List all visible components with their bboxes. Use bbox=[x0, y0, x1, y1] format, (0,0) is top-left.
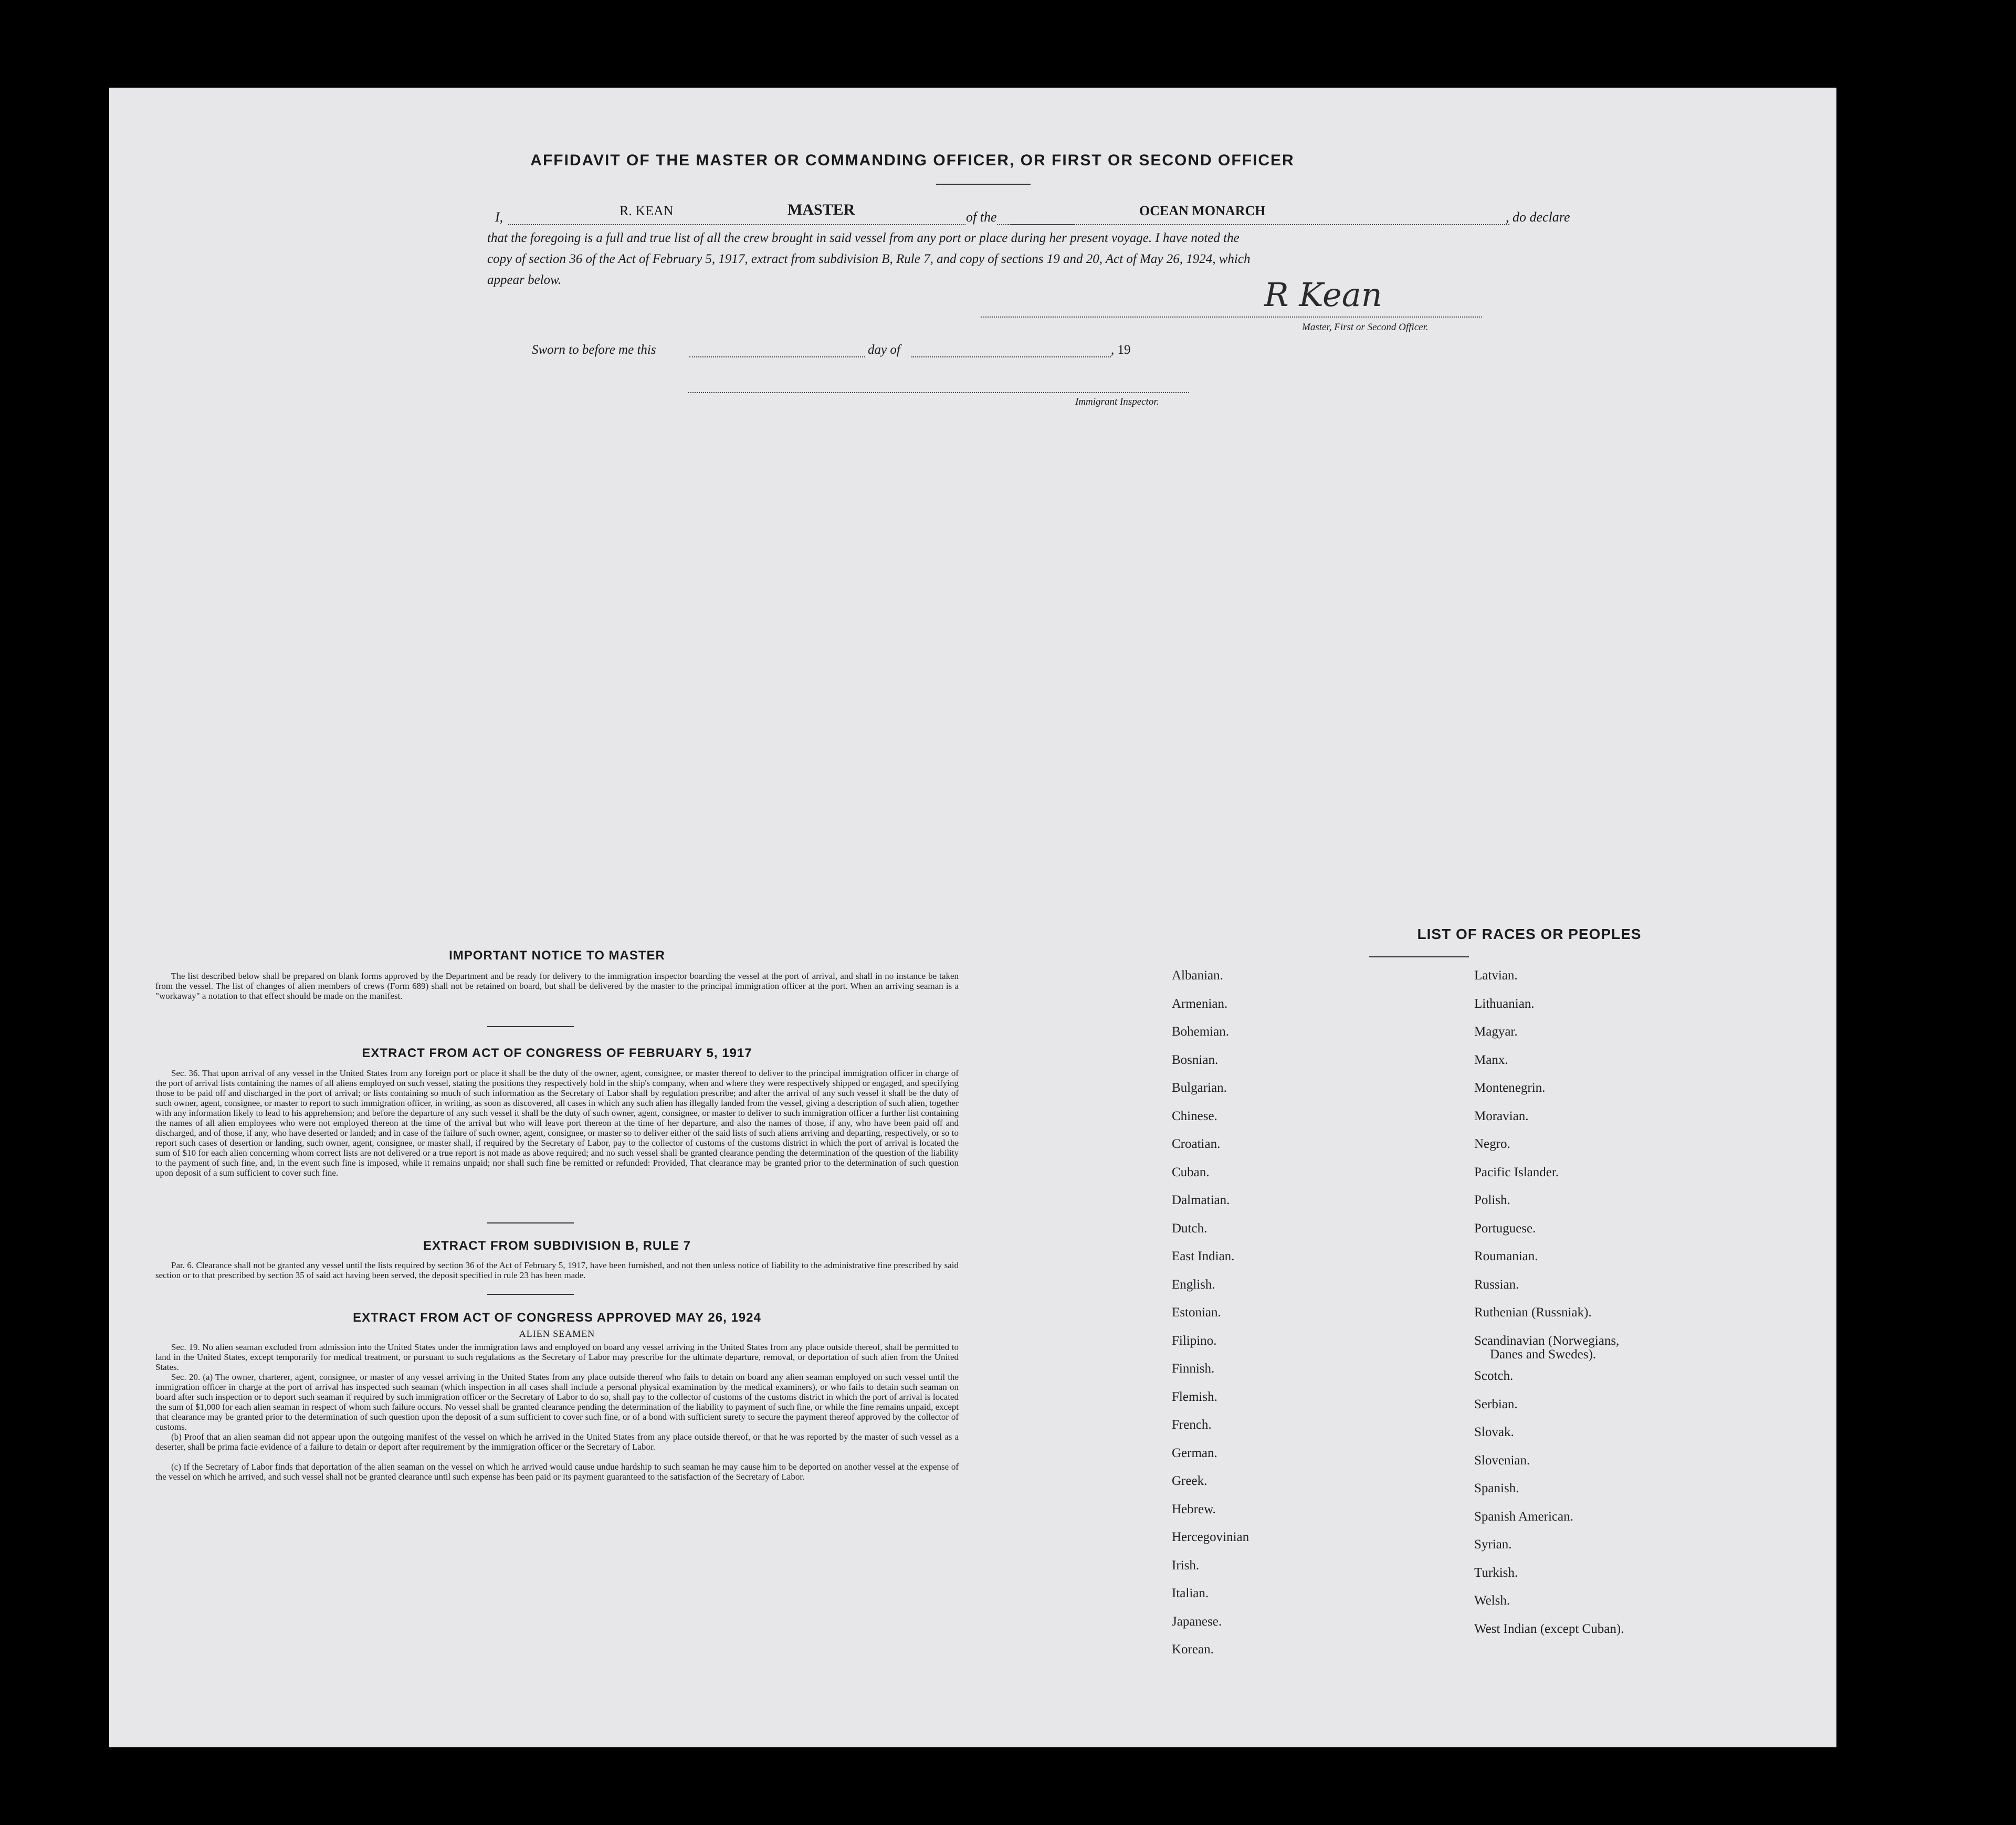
signature-caption: Master, First or Second Officer. bbox=[1302, 322, 1429, 333]
race-item: Dutch. bbox=[1172, 1221, 1208, 1236]
extract-1917-title: EXTRACT FROM ACT OF CONGRESS OF FEBRUARY 5, 1917 bbox=[362, 1046, 752, 1060]
race-item: Portuguese. bbox=[1474, 1221, 1536, 1236]
extract-1924-subtitle: ALIEN SEAMEN bbox=[519, 1328, 595, 1339]
race-item: Spanish American. bbox=[1474, 1509, 1573, 1524]
race-item: Russian. bbox=[1474, 1277, 1519, 1292]
race-item: Lithuanian. bbox=[1474, 996, 1535, 1011]
master-signature: R Kean bbox=[1264, 276, 1382, 314]
notice-text: The list described below shall be prepared on blank forms approved by the Department and be ready for delivery to the immigration inspector boarding the vessel at the port of arrival, and shall in no instance be taken from the vessel. The list of changes of alien members of crews (Form 689) shall not be retained on board, but shall be delivered by the master to the principal immigration officer at the port. When an arriving seaman is a "workaway" a notation to that effect should be made on the manifest. bbox=[155, 971, 959, 1001]
race-item: Slovenian. bbox=[1474, 1453, 1530, 1468]
race-item: Hercegovinian bbox=[1172, 1530, 1250, 1544]
race-item: Irish. bbox=[1172, 1558, 1200, 1573]
sec20c-text: (c) If the Secretary of Labor finds that deportation of the alien seaman on the vessel on which he arrived would cause undue hardship to such seaman he may cause him to be deported on another vessel at the expense of the vessel on which he arrived, and such vessel shall not be granted clearance until such expense has been paid or its payment guaranteed to the satisfaction of the Secretary of Labor. bbox=[155, 1462, 959, 1482]
race-item: Estonian. bbox=[1172, 1305, 1221, 1320]
race-item: Japanese. bbox=[1172, 1614, 1222, 1629]
sworn-label: Sworn to before me this bbox=[532, 343, 656, 357]
race-item: Flemish. bbox=[1172, 1389, 1217, 1404]
race-item: Pacific Islander. bbox=[1474, 1165, 1559, 1179]
day-of-label: day of bbox=[868, 343, 900, 357]
race-item: Chinese. bbox=[1172, 1109, 1217, 1123]
race-item: Croatian. bbox=[1172, 1137, 1221, 1151]
affidavit-line-4: appear below. bbox=[487, 273, 562, 287]
race-item: Manx. bbox=[1474, 1052, 1508, 1067]
race-item: Filipino. bbox=[1172, 1333, 1217, 1348]
binding-hole bbox=[1843, 233, 1868, 258]
inspector-line bbox=[688, 392, 1189, 393]
race-item: Polish. bbox=[1474, 1193, 1510, 1207]
race-item: English. bbox=[1172, 1277, 1215, 1292]
race-item: French. bbox=[1172, 1418, 1212, 1432]
race-item: Negro. bbox=[1474, 1137, 1510, 1151]
race-item: East Indian. bbox=[1172, 1249, 1235, 1263]
sec19-text: Sec. 19. No alien seaman excluded from admission into the United States under the immigration laws and employed on board any vessel arriving in the United States from any place outside thereof, shall be permitted to land in the United States, except temporarily for medical treatment, or pursuant to such regulations as the Secretary of Labor may prescribe for the ultimate departure, removal, or deportation of such alien from the United States. bbox=[155, 1342, 959, 1372]
race-item: West Indian (except Cuban). bbox=[1474, 1621, 1624, 1636]
races-rule bbox=[1369, 956, 1469, 957]
race-item: Greek. bbox=[1172, 1474, 1208, 1488]
race-item: Syrian. bbox=[1474, 1537, 1512, 1552]
document-page bbox=[109, 88, 1836, 1747]
race-item: Armenian. bbox=[1172, 996, 1228, 1011]
inspector-caption: Immigrant Inspector. bbox=[1075, 396, 1159, 407]
year-prefix: , 19 bbox=[1111, 343, 1131, 357]
race-item: Moravian. bbox=[1474, 1109, 1529, 1123]
extract-1917-text: Sec. 36. That upon arrival of any vessel in the United States from any foreign port or place it shall be the duty of the owner, agent, consignee, or master thereof to deliver to the principal immigration officer in charge of the port of arrival lists containing the names of all aliens employed on such vessel, stating the positions they respectively hold in the ship's company, when and where they were respectively shipped or engaged, and specifying those to be paid off and discharged in the port of arrival; or lists containing so much of such information as the Secretary of Labor shall by regulation prescribe; and after the arrival of any such vessel it shall be the duty of such owner, agent, consignee, or master to report to such immigration officer, in writing, as soon as discovered, all cases in which any such alien has illegally landed from the vessel, giving a description of such alien, together with any information likely to lead to his apprehension; and before the departure of any such vessel it shall be the duty of such owner, agent, consignee, or master to deliver to such immigration officer a further list containing the names of all alien employees who were not employed thereon at the time of the arrival but who will leave port thereon at the time of her departure, and also the names of those, if any, who have been paid off and discharged, and of those, if any, who have deserted or landed; and in case of the failure of such owner, agent, consignee, or master so to deliver either of the said lists of such aliens arriving and departing, respectively, or so to report such cases of desertion or landing, such owner, agent, consignee, or master shall, if required by the Secretary of Labor, pay to the collector of customs of the customs district in which the port of arrival is located the sum of $10 for each alien concerning whom correct lists are not delivered or a true report is not made as above required; and no such vessel shall be granted clearance pending the determination of the question of the liability to the payment of such fine, and, in the event such fine is imposed, while it remains unpaid; nor shall such fine be remitted or refunded: Provided, That clearance may be granted prior to the determination of such question upon deposit of a sum sufficient to cover such fine. bbox=[155, 1068, 959, 1178]
extract-rule7-text: Par. 6. Clearance shall not be granted any vessel until the lists required by section 36 of the Act of February 5, 1917, have been furnished, and not then unless notice of liability to the administrative fine prescribed by said section or to that prescribed by section 35 of said act having been served, the deposit specified in rule 23 has been made. bbox=[155, 1260, 959, 1280]
race-item: Montenegrin. bbox=[1474, 1081, 1546, 1095]
binding-hole bbox=[1855, 1437, 1880, 1462]
race-item: Albanian. bbox=[1172, 968, 1223, 983]
of-the-label: of the bbox=[966, 209, 997, 225]
binding-hole bbox=[1843, 312, 1868, 337]
sworn-month-line bbox=[911, 356, 1111, 357]
master-rank: MASTER bbox=[788, 201, 855, 218]
binding-hole bbox=[1844, 155, 1862, 173]
race-item: Magyar. bbox=[1474, 1025, 1518, 1039]
extract-1924-title: EXTRACT FROM ACT OF CONGRESS APPROVED MAY 26, 1924 bbox=[353, 1311, 761, 1325]
extract-1917-rule bbox=[487, 1222, 574, 1223]
race-item: Serbian. bbox=[1474, 1397, 1518, 1411]
race-item: Bulgarian. bbox=[1172, 1081, 1227, 1095]
master-name: R. KEAN bbox=[620, 203, 674, 218]
extract-rule7-rule bbox=[487, 1294, 574, 1295]
binding-hole bbox=[1855, 1190, 1880, 1215]
race-item: Korean. bbox=[1172, 1642, 1214, 1657]
race-item: Scandinavian (Norwegians, bbox=[1474, 1333, 1620, 1348]
title-rule bbox=[936, 184, 1031, 185]
race-item: Roumanian. bbox=[1474, 1249, 1538, 1263]
sec20a-text: Sec. 20. (a) The owner, charterer, agent, consignee, or master of any vessel arriving in the United States from any place outside thereof who fails to detain on board any alien seaman employed on such vessel until the immigration officer in charge at the port of arrival has inspected such seaman (which inspection in all cases shall include a personal physical examination by the medical examiners), or who fails to detain such seaman on board after such inspection or to deport such seaman if required by such immigration officer or the Secretary of Labor to do so, shall pay to the collector of customs of the customs district in which the port of arrival is located the sum of $1,000 for each alien seaman in respect of whom such failure occurs. No vessel shall be granted clearance pending the determination of the liability to payment of such fine, or while the fine remains unpaid, except that clearance may be granted prior to the determination of such question upon the deposit of a sum sufficient to cover such fine, or of a bond with sufficient surety to secure the payment thereof approved by the collector of customs. bbox=[155, 1372, 959, 1432]
races-title: LIST OF RACES OR PEOPLES bbox=[1417, 926, 1642, 942]
sworn-day-line bbox=[689, 356, 865, 357]
race-item: Ruthenian (Russniak). bbox=[1474, 1305, 1592, 1320]
race-item: Turkish. bbox=[1474, 1565, 1518, 1580]
race-item: Latvian. bbox=[1474, 968, 1518, 983]
affidavit-line-3: copy of section 36 of the Act of February 5, 1917, extract from subdivision B, Rule 7, and copy of sections 19 and 20, Act of May 26, 1924, which bbox=[487, 252, 1251, 266]
race-item: Slovak. bbox=[1474, 1425, 1514, 1439]
race-item: Scotch. bbox=[1474, 1369, 1514, 1383]
race-item: Cuban. bbox=[1172, 1165, 1210, 1179]
race-item: Italian. bbox=[1172, 1586, 1209, 1600]
extract-rule7-title: EXTRACT FROM SUBDIVISION B, RULE 7 bbox=[423, 1239, 691, 1253]
race-item: Finnish. bbox=[1172, 1362, 1215, 1376]
race-item: German. bbox=[1172, 1446, 1217, 1460]
binding-hole bbox=[1843, 559, 1868, 584]
binding-hole bbox=[1855, 1521, 1880, 1546]
race-item: Dalmatian. bbox=[1172, 1193, 1230, 1207]
affidavit-title: AFFIDAVIT OF THE MASTER OR COMMANDING OFFICER, OR FIRST OR SECOND OFFICER bbox=[530, 152, 1295, 169]
notice-title: IMPORTANT NOTICE TO MASTER bbox=[449, 948, 665, 963]
binding-hole bbox=[1855, 1104, 1880, 1130]
vessel-name: OCEAN MONARCH bbox=[1139, 203, 1266, 218]
do-declare-label: , do declare bbox=[1506, 209, 1570, 225]
notice-rule bbox=[487, 1026, 574, 1027]
race-scandinavian-continuation: Danes and Swedes). bbox=[1490, 1347, 1597, 1362]
signature-line bbox=[981, 317, 1482, 318]
race-item: Bohemian. bbox=[1172, 1025, 1230, 1039]
vessel-line bbox=[1008, 224, 1509, 225]
race-item: Spanish. bbox=[1474, 1481, 1519, 1495]
race-item: Hebrew. bbox=[1172, 1502, 1216, 1516]
affidavit-line-2: that the foregoing is a full and true list of all the crew brought in said vessel from any port or place during her present voyage. I have noted the bbox=[487, 231, 1240, 245]
race-item: Bosnian. bbox=[1172, 1052, 1219, 1067]
race-item: Welsh. bbox=[1474, 1594, 1510, 1608]
sec20b-text: (b) Proof that an alien seaman did not appear upon the outgoing manifest of the vessel on which he arrived in the United States from any place outside thereof, or that he was reported by the master of such vessel as a deserter, shall be prima facie evidence of a failure to detain or deport after requirement by the immigration officer or the Secretary of Labor. bbox=[155, 1432, 959, 1452]
i-label: I, bbox=[495, 209, 503, 225]
binding-hole bbox=[1843, 642, 1868, 668]
